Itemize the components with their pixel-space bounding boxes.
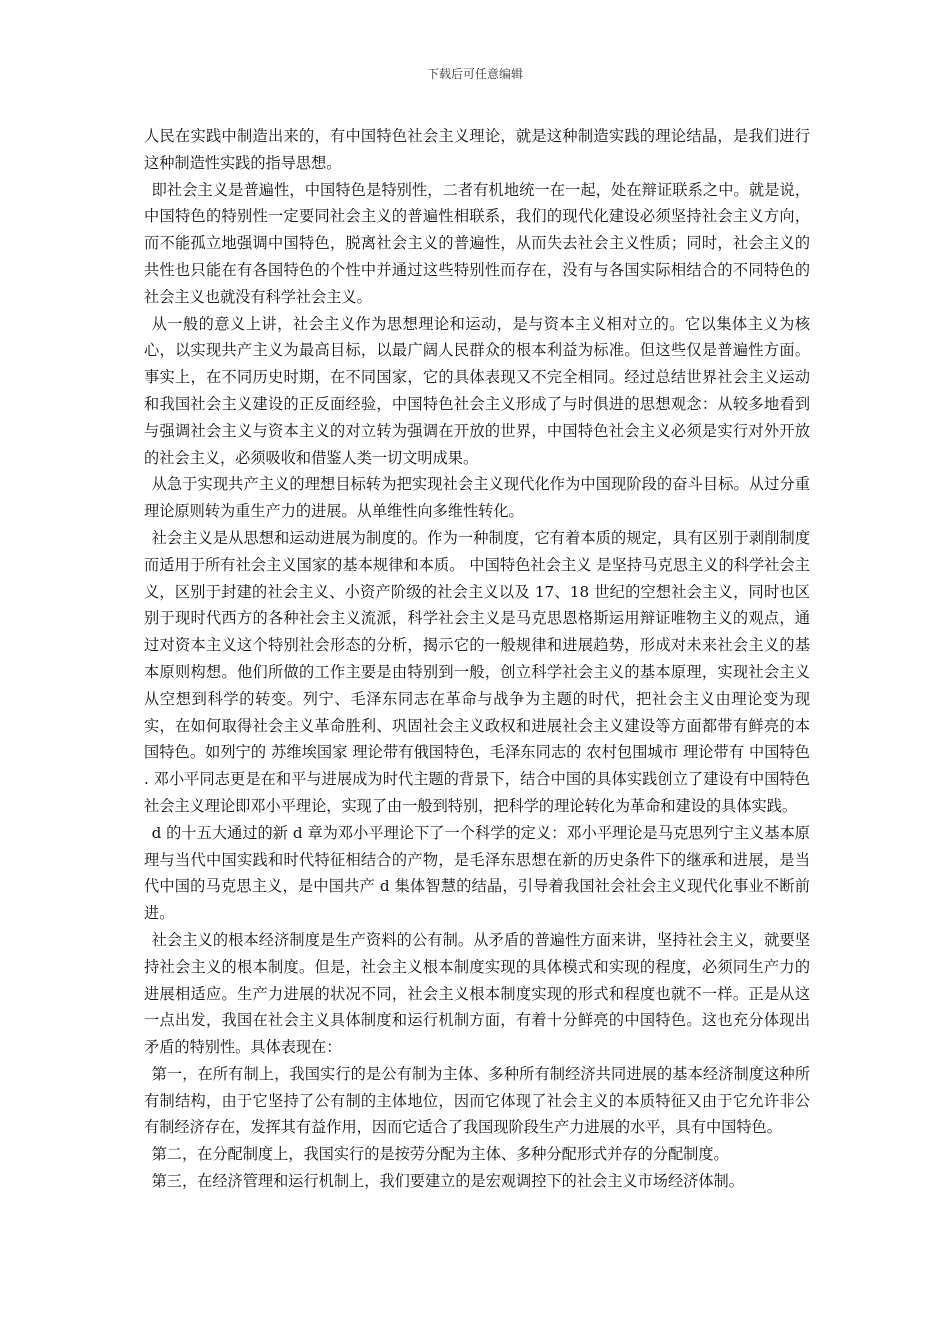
paragraph-4: 从急于实现共产主义的理想目标转为把实现社会主义现代化作为中国现阶段的奋斗目标。从过分重理论原则转为重生产力的进展。从单维性向多维性转化。 [144, 475, 810, 521]
paragraph-2: 即社会主义是普遍性，中国特色是特别性，二者有机地统一在一起，处在辩证联系之中。就是说，中国特色的特别性一定要同社会主义的普遍性相联系，我们的现代化建设必须坚持社会主义方向，而不能孤立地强调中国特色，脱离社会主义的普遍性，从而失去社会主义性质；同时，社会主义的共性也只能在有各国特色的个性中并通过这些特别性而存在，没有与各国实际相结合的不同特色的社会主义也就没有科学社会主义。 [144, 180, 810, 306]
paragraph-8: 第一，在所有制上，我国实行的是公有制为主体、多种所有制经济共同进展的基本经济制度这种所有制结构，由于它坚持了公有制的主体地位，因而它体现了社会主义的本质特征又由于它允许非公有制经济存在，发挥其有益作用，因而它适合了我国现阶段生产力进展的水平，具有中国特色。 [144, 1064, 810, 1137]
paragraph-1: 人民在实践中制造出来的，有中国特色社会主义理论，就是这种制造实践的理论结晶，是我们进行这种制造性实践的指导思想。 [144, 127, 810, 172]
document-body [144, 123, 810, 1195]
paragraph-7: 社会主义的根本经济制度是生产资料的公有制。从矛盾的普遍性方面来讲，坚持社会主义，就要坚持社会主义的根本制度。但是，社会主义根本制度实现的具体模式和实现的程度，必须同生产力的进展相适应。生产力进展的状况不同，社会主义根本制度实现的形式和程度也就不一样。正是从这一点出发，我国在社会主义具体制度和运行机制方面，有着十分鲜亮的中国特色。这也充分体现出矛盾的特别性。具体表现在： [144, 930, 810, 1057]
paragraph-3: 从一般的意义上讲，社会主义作为思想理论和运动，是与资本主义相对立的。它以集体主义为核心，以实现共产主义为最高目标，以最广阔人民群众的根本利益为标准。但这些仅是普遍性方面。事实上，在不同历史时期，在不同国家，它的具体表现又不完全相同。经过总结世界社会主义运动和我国社会主义建设的正反面经验，中国特色社会主义形成了与时俱进的思想观念：从较多地看到与强调社会主义与资本主义的对立转为强调在开放的世界，中国特色社会主义必须是实行对外开放的社会主义，必须吸收和借鉴人类一切文明成果。 [144, 314, 810, 467]
page-header: 下载后可任意编辑 [426, 67, 523, 81]
paragraph-6: d 的十五大通过的新 d 章为邓小平理论下了一个科学的定义：邓小平理论是马克思列宁主义基本原理与当代中国实践和时代特征相结合的产物，是毛泽东思想在新的历史条件下的继承和进展，是当代中国的马克思主义，是中国共产 d 集体智慧的结晶，引导着我国社会社会主义现代化事业不断前进。 [144, 823, 810, 923]
paragraph-9: 第二，在分配制度上，我国实行的是按劳分配为主体、多种分配形式并存的分配制度。 [151, 1145, 729, 1164]
paragraph-10: 第三，在经济管理和运行机制上，我们要建立的是宏观调控下的社会主义市场经济体制。 [151, 1172, 744, 1191]
paragraph-5: 社会主义是从思想和运动进展为制度的。作为一种制度，它有着本质的规定，具有区别于剥削制度而适用于所有社会主义国家的基本规律和本质。 中国特色社会主义 是坚持马克思主义的科学社会主义，区别于封建的社会主义、小资产阶级的社会主义以及 17、18 世纪的空想社会主义，同时也区别于现时代西方的各种社会主义流派，科学社会主义是马克思恩格斯运用辩证唯物主义的观点，通过对资本主义这个特别社会形态的分析，揭示它的一般规律和进展趋势，形成对未来社会主义的基本原则构想。他们所做的工作主要是由特别到一般，创立科学社会主义的基本原理，实现社会主义从空想到科学的转变。列宁、毛泽东同志在革命与战争为主题的时代，把社会主义由理论变为现实，在如何取得社会主义革命胜利、巩固社会主义政权和进展社会主义建设等方面都带有鲜亮的本国特色。如列宁的 苏维埃国家 理论带有俄国特色，毛泽东同志的 农村包围城市 理论带有 中国特色 . 邓小平同志更是在和平与进展成为时代主题的背景下，结合中国的具体实践创立了建设有中国特色社会主义理论即邓小平理论，实现了由一般到特别，把科学的理论转化为革命和建设的具体实践。 [144, 528, 810, 815]
